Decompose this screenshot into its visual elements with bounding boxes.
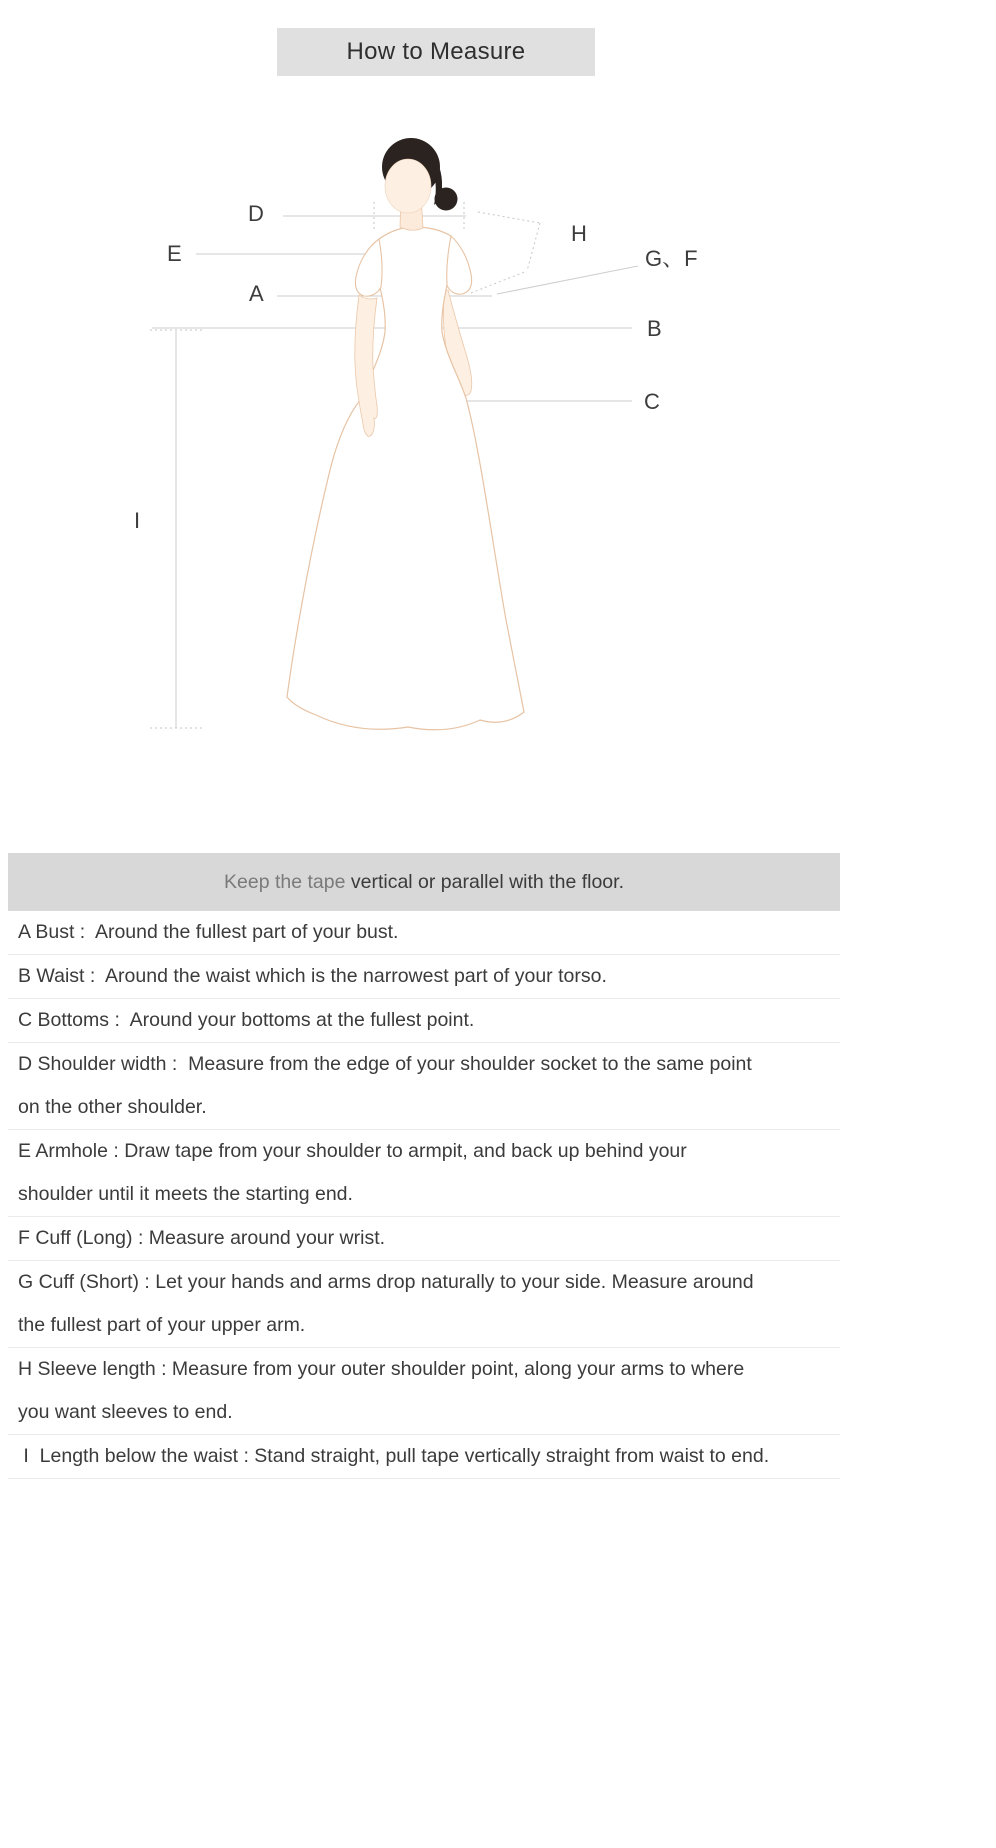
table-header-prefix: Keep the tape xyxy=(224,870,351,893)
row-line: the fullest part of your upper arm. xyxy=(18,1314,306,1336)
row-h-sleeve-length xyxy=(8,1348,840,1435)
row-line: C Bottoms : Around your bottoms at the fullest point. xyxy=(18,1009,475,1031)
hair-bun xyxy=(435,188,458,211)
figure-illustration xyxy=(287,138,524,730)
row-line: I Length below the waist : Stand straight, pull tape vertically straight from waist to end. xyxy=(18,1445,770,1467)
row-line: G Cuff (Short) : Let your hands and arms drop naturally to your side. Measure around xyxy=(18,1271,754,1293)
row-c-bottoms xyxy=(8,999,840,1043)
label-a: A xyxy=(249,281,264,306)
sleeve-guide-right xyxy=(527,223,540,271)
row-line: shoulder until it meets the starting end. xyxy=(18,1183,353,1205)
row-b-waist xyxy=(8,955,840,999)
label-d: D xyxy=(248,201,264,226)
label-h: H xyxy=(571,221,587,246)
label-b: B xyxy=(647,316,662,341)
row-g-cuff-short xyxy=(8,1261,840,1348)
right-sleeve xyxy=(447,236,472,294)
label-i: I xyxy=(134,508,141,533)
row-line: E Armhole : Draw tape from your shoulder to armpit, and back up behind your xyxy=(18,1140,687,1162)
row-line: on the other shoulder. xyxy=(18,1096,207,1118)
sleeve-guide-top xyxy=(478,212,540,223)
row-f-cuff-long xyxy=(8,1217,840,1261)
row-line: A Bust : Around the fullest part of your bust. xyxy=(18,921,399,943)
row-line: F Cuff (Long) : Measure around your wrist. xyxy=(18,1227,386,1249)
row-line: D Shoulder width : Measure from the edge of your shoulder socket to the same point xyxy=(18,1053,752,1075)
row-a-bust xyxy=(8,911,840,955)
label-c: C xyxy=(644,389,660,414)
table-header xyxy=(8,853,840,911)
dress xyxy=(287,227,524,730)
measurement-table xyxy=(8,853,840,1479)
label-gf: G、F xyxy=(645,246,698,271)
row-i-length-below-waist xyxy=(8,1435,840,1479)
line-gf-cuff xyxy=(497,266,638,294)
row-e-armhole xyxy=(8,1130,840,1217)
row-d-shoulder-width xyxy=(8,1043,840,1130)
left-sleeve xyxy=(355,239,382,296)
page-title-text: How to Measure xyxy=(346,38,526,65)
row-line: H Sleeve length : Measure from your outer shoulder point, along your arms to where xyxy=(18,1358,745,1380)
label-e: E xyxy=(167,241,182,266)
face xyxy=(385,159,431,213)
table-header-main: vertical or parallel with the floor. xyxy=(350,870,624,893)
row-line: you want sleeves to end. xyxy=(18,1401,233,1423)
row-line: B Waist : Around the waist which is the narrowest part of your torso. xyxy=(18,965,607,987)
measurement-diagram xyxy=(0,0,996,840)
